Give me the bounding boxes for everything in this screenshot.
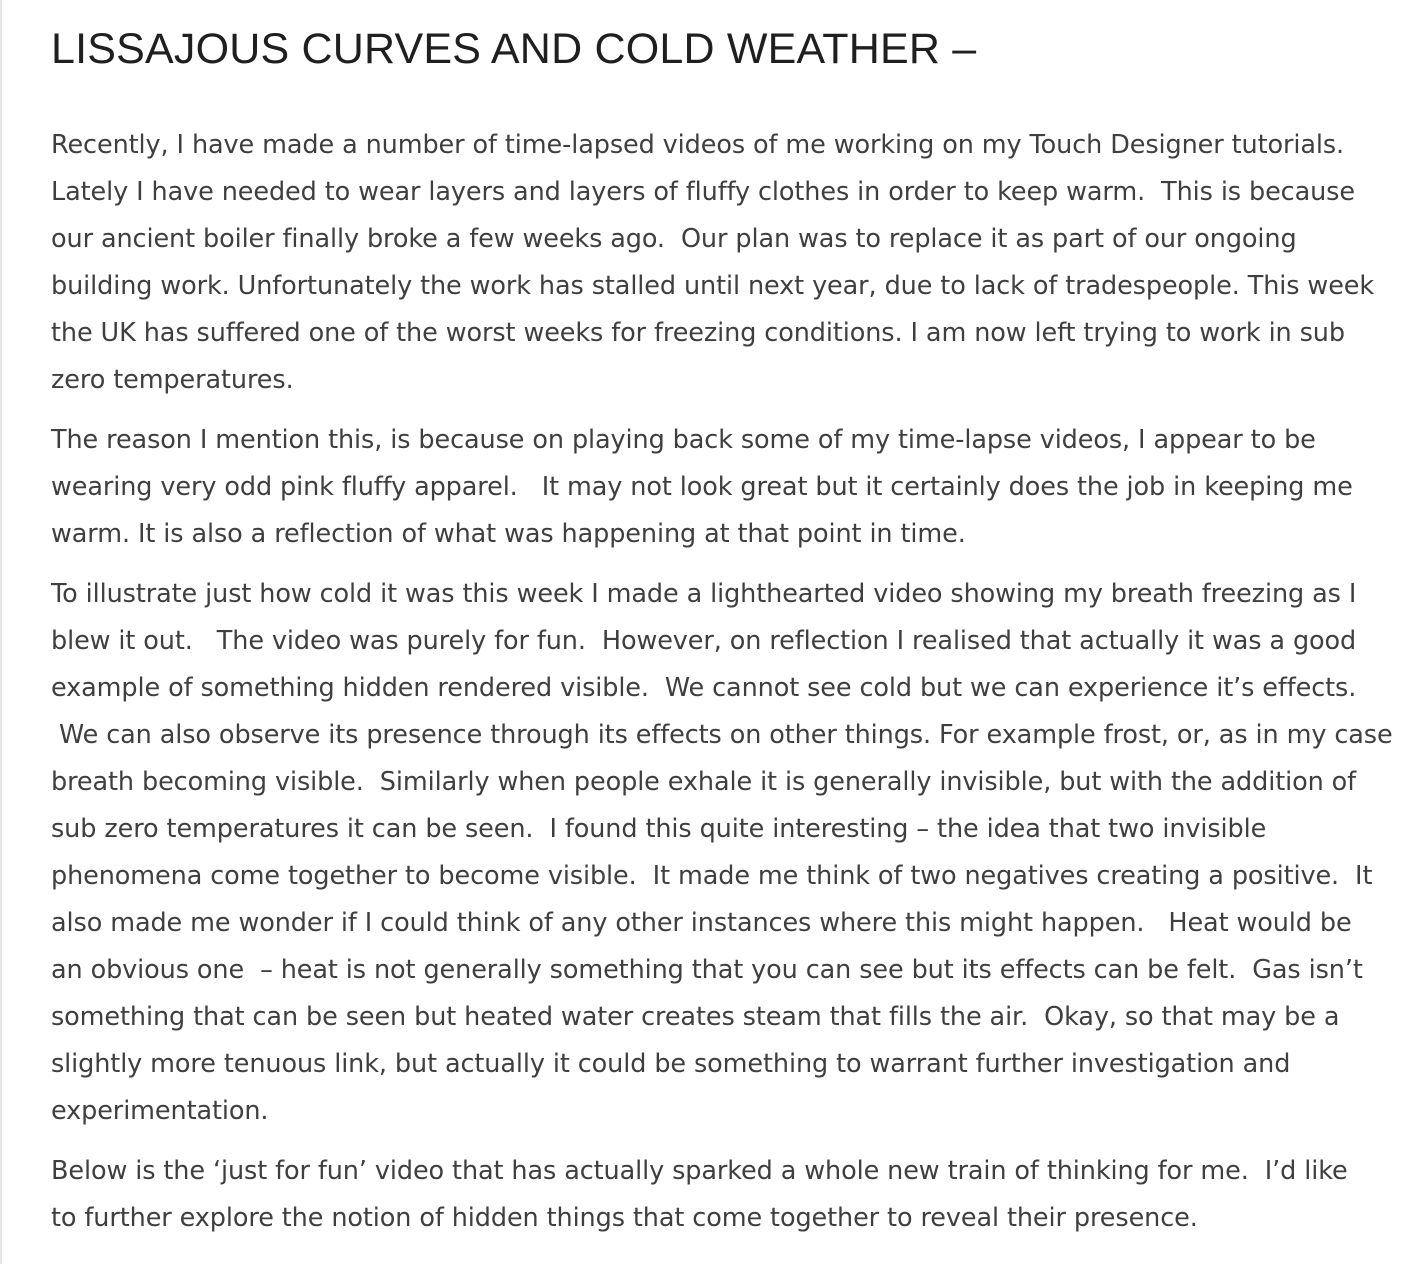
paragraph-line: The reason I mention this, is because on playing back some of my time-lapse videos, I appear to be (51, 425, 1316, 455)
paragraph-line: We can also observe its presence through its effects on other things. For example frost, or, as in my case (51, 720, 1393, 750)
paragraph-line: also made me wonder if I could think of any other instances where this might happen. Heat would be (51, 908, 1352, 938)
paragraph-line: experimentation. (51, 1096, 269, 1126)
paragraph-line: To illustrate just how cold it was this week I made a lighthearted video showing my breath freezing as I (51, 579, 1357, 609)
paragraph-line: Lately I have needed to wear layers and layers of fluffy clothes in order to keep warm. This is because (51, 177, 1355, 207)
paragraph-line: Recently, I have made a number of time-lapsed videos of me working on my Touch Designer tutorials. (51, 130, 1345, 160)
paragraph-line: blew it out. The video was purely for fun. However, on reflection I realised that actually it was a good (51, 626, 1357, 656)
blog-post (51, 22, 1391, 1242)
paragraph-line: sub zero temperatures it can be seen. I found this quite interesting – the idea that two invisible (51, 814, 1267, 844)
paragraph-line: wearing very odd pink fluffy apparel. It may not look great but it certainly does the job in keeping me (51, 472, 1353, 502)
paragraph-line: to further explore the notion of hidden things that come together to reveal their presence. (51, 1203, 1198, 1233)
paragraph-line: our ancient boiler finally broke a few weeks ago. Our plan was to replace it as part of our ongoing (51, 224, 1297, 254)
paragraph-line: an obvious one – heat is not generally something that you can see but its effects can be felt. Gas isn’t (51, 955, 1363, 985)
paragraph-line: breath becoming visible. Similarly when people exhale it is generally invisible, but with the addition of (51, 767, 1357, 797)
paragraph-4 (51, 1148, 1391, 1242)
paragraph-line: zero temperatures. (51, 365, 294, 395)
paragraph-3 (51, 571, 1391, 1135)
paragraph-1 (51, 122, 1391, 404)
paragraph-line: building work. Unfortunately the work has stalled until next year, due to lack of tradespeople. This week (51, 271, 1375, 301)
paragraph-line: something that can be seen but heated water creates steam that fills the air. Okay, so that may be a (51, 1002, 1340, 1032)
paragraph-line: Below is the ‘just for fun’ video that has actually sparked a whole new train of thinking for me. I’d like (51, 1156, 1348, 1186)
paragraph-line: the UK has suffered one of the worst weeks for freezing conditions. I am now left trying to work in sub (51, 318, 1345, 348)
post-title: LISSAJOUS CURVES AND COLD WEATHER – (51, 25, 977, 73)
paragraph-2 (51, 417, 1391, 558)
paragraph-line: example of something hidden rendered visible. We cannot see cold but we can experience it’s effects. (51, 673, 1357, 703)
paragraph-line: phenomena come together to become visible. It made me think of two negatives creating a positive. It (51, 861, 1373, 891)
paragraph-line: warm. It is also a reflection of what was happening at that point in time. (51, 519, 966, 549)
paragraph-line: slightly more tenuous link, but actually it could be something to warrant further investigation and (51, 1049, 1291, 1079)
